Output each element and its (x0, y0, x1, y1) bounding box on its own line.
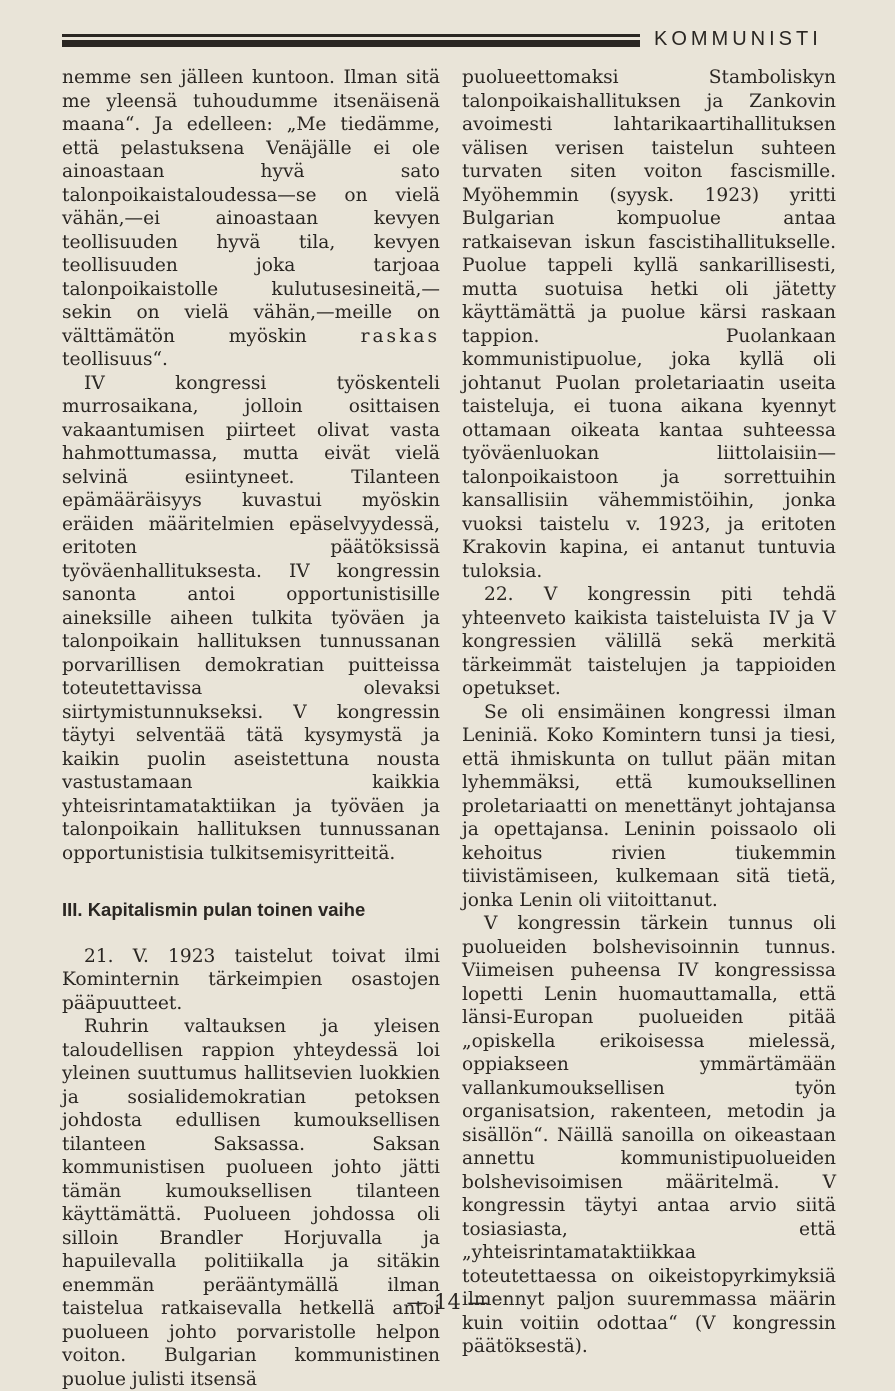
left-column (62, 66, 440, 1391)
paragraph: V kongressin tärkein tunnus oli puolueiden bolshevisoinnin tunnus. Viimeisen puheensa IV kongressissa lopetti Lenin huomauttamalla, että länsi-Europan puolueiden pitää „opiskella erikoisessa mielessä, oppiakseen ymmärtämään vallankumouksellisen työn organisatsion, rakenteen, metodin ja sisällön“. Näillä sanoilla on oikeastaan annettu kommunistipuolueiden bolshevisoimisen määritelmä. V kongressin täytyi antaa arvio siitä tosiasiasta, että „yhteisrintamataktiikkaa toteutettaessa on oikeistopyrkimyksiä ilmennyt paljon suuremmassa määrin kuin voitiin odottaa“ (V kongressin päätöksestä). (462, 913, 836, 1357)
paragraph: 21. V. 1923 taistelut toivat ilmi Kominternin tärkeimpien osastojen pääpuutteet. (62, 945, 440, 1014)
page-number: — 14 — (406, 1290, 489, 1314)
right-column (462, 66, 836, 1359)
header-rule (62, 34, 640, 47)
paragraph: Ruhrin valtauksen ja yleisen taloudellisen rappion yhteydessä loi yleinen suuttumus hallitsevien luokkien ja sosialidemokratian petoksen johdosta edullisen kumouksellisen tilanteen Saksassa. Saksan kommunistisen puolueen johto jätti tämän kumouksellisen tilanteen käyttämättä. Puolueen johdossa oli silloin Brandler Horjuvalla ja hapuilevalla politiikalla ja sitäkin enemmän perääntymällä ilman taistelua ratkaisevalla hetkellä antoi puolueen johto porvaristolle helpon voiton. Bulgarian kommunistinen puolue julisti itsensä (62, 1016, 440, 1390)
paragraph-text: nemme sen jälleen kuntoon. Ilman sitä me yleensä tuhoudumme itsenäisenä maana“. Ja edelleen: „Me tiedämme, että pelastuksena Venäjälle ei ole ainoastaan hyvä sato talonpoikaistaloudessa—se on vielä vähän,—ei ainoastaan kevyen teollisuuden hyvä tila, kevyen teollisuuden joka tarjoaa talonpoikaistolle kulutusesineitä,—sekin on vielä vähän,—meille on välttämätön myöskin (62, 67, 440, 347)
paragraph: IV kongressi työskenteli murrosaikana, jolloin osittaisen vakaantumisen piirteet olivat vasta hahmottumassa, mutta eivät vielä selvinä esiintyneet. Tilanteen epämääräisyys kuvastui myöskin eräiden määritelmien epäselvyydessä, eritoten päätöksissä työväenhallituksesta. IV kongressin sanonta antoi opportunistisille aineksille aiheen tulkita työväen ja talonpoikain hallituksen tunnussanan porvarillisen demokratian puitteissa toteutettavissa olevaksi siirtymistunnukseksi. V kongressin täytyi selventää tätä kysymystä ja kaikin puolin aseistettuna nousta vastustamaan kaikkia yhteisrintamataktiikan ja työväen ja talonpoikain hallituksen tunnussanan opportunistisia tulkitsemisyritteitä. (62, 372, 440, 864)
paragraph: puolueettomaksi Stamboliskyn talonpoikaishallituksen ja Zankovin avoimesti lahtarikaartihallituksen välisen verisen taistelun suhteen turvaten siten voiton fascismille. Myöhemmin (syysk. 1923) yritti Bulgarian kompuolue antaa ratkaisevan iskun fascistihallitukselle. Puolue tappeli kyllä sankarillisesti, mutta suotuisa hetki oli jätetty käyttämättä ja puolue kärsi raskaan tappion. Puolankaan kommunistipuolue, joka kyllä oli johtanut Puolan proletariaatin useita taisteluja, ei tuona aikana kyennyt ottamaan oikeata kantaa suhteessa työväenluokan liittolaisiin—talonpoikaistoon ja sorrettuihin kansallisiin vähemmistöihin, jonka vuoksi taistelu v. 1923, ja eritoten Krakovin kapina, ei antanut tuntuvia tuloksia. (462, 67, 836, 582)
paragraph: Se oli ensimäinen kongressi ilman Leniniä. Koko Komintern tunsi ja tiesi, että ihmiskunta on tullut pään mitan lyhemmäksi, että kumouksellinen proletariaatti on menettänyt johtajansa ja opettajansa. Leninin poissaolo oli kehoitus rivien tiukemmin tiivistämiseen, kulkemaan sitä tietä, jonka Lenin oli viitoittanut. (462, 701, 836, 911)
emphasized-word: raskas (360, 325, 440, 347)
paragraph (62, 66, 440, 372)
paragraph-text: teollisuus“. (62, 349, 168, 370)
paragraph: 22. V kongressin piti tehdä yhteenveto kaikista taisteluista IV ja V kongressien välillä sekä merkitä tärkeimmät taistelujen ja tappioiden opetukset. (462, 584, 836, 699)
running-head: KOMMUNISTI (654, 28, 822, 50)
section-heading: III. Kapitalismin pulan toinen vaihe (62, 899, 366, 920)
